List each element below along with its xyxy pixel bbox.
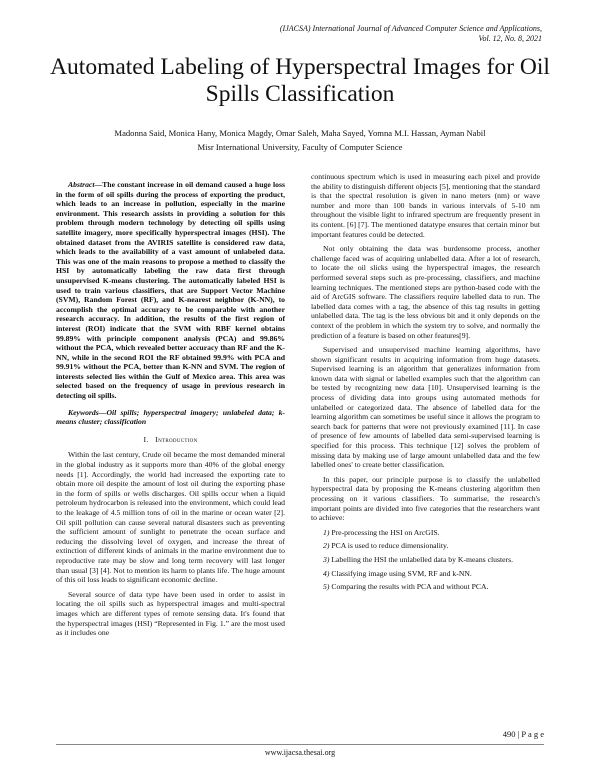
- journal-header: [182, 24, 542, 44]
- left-column: [56, 180, 285, 643]
- footer-divider: [56, 744, 544, 745]
- author-block: [40, 126, 560, 154]
- list-item: 3) Labelling the HSI the unlabelled data by K-means clusters.: [323, 554, 513, 564]
- page-label: P a g e: [521, 729, 544, 739]
- keywords: [56, 408, 285, 427]
- abstract: [56, 180, 285, 401]
- paragraph: Several source of data type have been used in order to assist in locating the oil spills such as hyperspectral images and multi-spectral images which are different types of remote sensing data. It's found that the hyperspectral images (HSI) “Represented in Fig. 1.” are the most used as it includes one: [56, 589, 285, 638]
- affiliation: Misr International University, Faculty of Computer Science: [197, 142, 403, 152]
- author-list: Madonna Said, Monica Hany, Monica Magdy, Omar Saleh, Maha Sayed, Yomna M.I. Hassan, Ayman Nabil: [114, 128, 486, 138]
- journal-volume: Vol. 12, No. 8, 2021: [478, 34, 542, 43]
- paragraph: Supervised and unsupervised machine learning algorithms, have shown significant results in acquiring information from huge datasets. Supervised learning is an algorithm that generalizes information from known data with signal or labelled examples such that the algorithm can be tested by recognizing new data [10]. Unsupervised learning is the process of dividing data into groups using automated methods for unlabelled or categorized data. The absence of labelled data for the learning algorithm can sometimes be useful since it allows the program to search back for patterns that were not previously examined [11]. In case of presence of few amounts of labelled data semi-supervised learning is specified for this process. This technique [12] solves the problem of missing data by making use of large amount unlabelled data and the few labelled ones' to create better classification.: [311, 345, 540, 470]
- abstract-label: Abstract: [68, 180, 95, 189]
- section-title: Introduction: [155, 434, 198, 444]
- page-number-value: 490: [502, 729, 516, 739]
- section-number: I.: [143, 434, 149, 444]
- abstract-text: —The constant increase in oil demand caused a huge loss in the form of oil spills during the process of exporting the product, which leads to an increase in pollution, especially in the marine environment. This research assists in providing a solution for this problem through modern technology by detecting oil spills using satellite imagery, more specifically hyperspectral images (HSI). The obtained dataset from the AVIRIS satellite is considered raw data, which leads to the availability of a vast amount of unlabeled data. This was one of the main reasons to propose a method to classify the HSI by automatically labeling the raw data first through unsupervised K-means clustering. The automatically labeled HSI is used to train various classifiers, that are Support Vector Machine (SVM), Random Forest (RF), and K-nearest neighbor (K-NN), to accomplish the optimal accuracy to be comparable with another research accuracy. In addition, the results of the first region of interest (ROI) indicate that the SVM with RBF kernel obtains 99.89% with principle component analysis (PCA) and 99.86% without the PCA, which revealed better accuracy than RF and the K-NN, while in the second ROI the RF obtained 99.9% with PCA and 99.91% without the PCA, better than K-NN and SVM. The region of interests selected lies within the Gulf of Mexico area. This area was selected based on the frequency of usage in previous research in detecting oil spills.: [56, 180, 285, 401]
- paragraph: Not only obtaining the data was burdensome process, another challenge faced was of acquiring unlabelled data. After a lot of research, to locate the oil slicks using the hyperspectral images, the research performed several steps such as pre-processing, classifiers, and machine learning techniques. The mentioned steps are python-based code with the aid of ArcGIS software. The classifiers require labelled data to run. The labelled data comes with a tag, the absence of this tag results in getting unlabelled data. The tag is the less obvious bit and it only depends on the context of the problem in which the system try to solve, and normally the prediction of a feature is based on other features[9].: [311, 244, 540, 340]
- page-number: 490 | P a g e: [502, 729, 544, 739]
- list-item: 1) Pre-processing the HSI on ArcGIS.: [323, 527, 440, 537]
- keywords-label: Keywords: [68, 407, 99, 417]
- paper-title: Automated Labeling of Hyperspectral Images for Oil Spills Classification: [50, 54, 550, 107]
- contribution-list: [311, 528, 540, 592]
- right-column: [311, 172, 540, 596]
- keywords-text: —Oil spills; hyperspectral imagery; unlabeled data; k-means cluster; classification: [56, 407, 285, 427]
- paragraph: In this paper, our principle purpose is to classify the unlabelled hyperspectral data by proposing the K-means clustering algorithm then processing on it various classifiers. To summarise, the research's important points are divided into five categories that the researchers want to achieve:: [311, 474, 540, 523]
- paragraph: continuous spectrum which is used in measuring each pixel and provide the ability to distinguish different objects [5], mentioning that the standard is that the spectral resolution is given in nano meters (nm) or wave number and more than 100 bands in various intervals of 5-10 nm throughout the visible light to infrared spectrum are frequently present in its content. [6] [7]. The mentioned datatype ensures that certain minor but important features could be detected.: [311, 172, 540, 239]
- footer-url: www.ijacsa.thesai.org: [264, 748, 336, 757]
- list-item: 4) Classifying image using SVM, RF and k-NN.: [323, 568, 472, 578]
- journal-name: (IJACSA) International Journal of Advanced Computer Science and Applications,: [279, 24, 542, 33]
- list-item: 5) Comparing the results with PCA and without PCA.: [323, 582, 489, 592]
- section-heading: [56, 435, 285, 445]
- list-item: 2) PCA is used to reduce dimensionality.: [323, 541, 449, 551]
- paragraph: Within the last century, Crude oil became the most demanded mineral in the global industry as it supports more than 40% of the global energy needs [1]. Accordingly, the world had increased the exporting rate to obtain more oil despite the amount of lost oil during the exporting phase in the form of spills or wells discharges. Oil spills occur when a liquid petroleum hydrocarbon is released into the environment, which could lead to the leakage of 4.5 million tons of oil in the marine or ocean water [2]. Oil spill pollution can cause several natural disasters such as preventing the sufficient amount of sunlight to penetrate the ocean surface and reducing the dissolving level of oxygen, and increase the threat of extinction of different kinds of animals in the marine environment due to reproductive rate may be slow and long term recovery will last longer than usual [3] [4]. Not to mention its harm to plants life. The huge amount of this oil loss leads to significant economic decline.: [56, 450, 285, 585]
